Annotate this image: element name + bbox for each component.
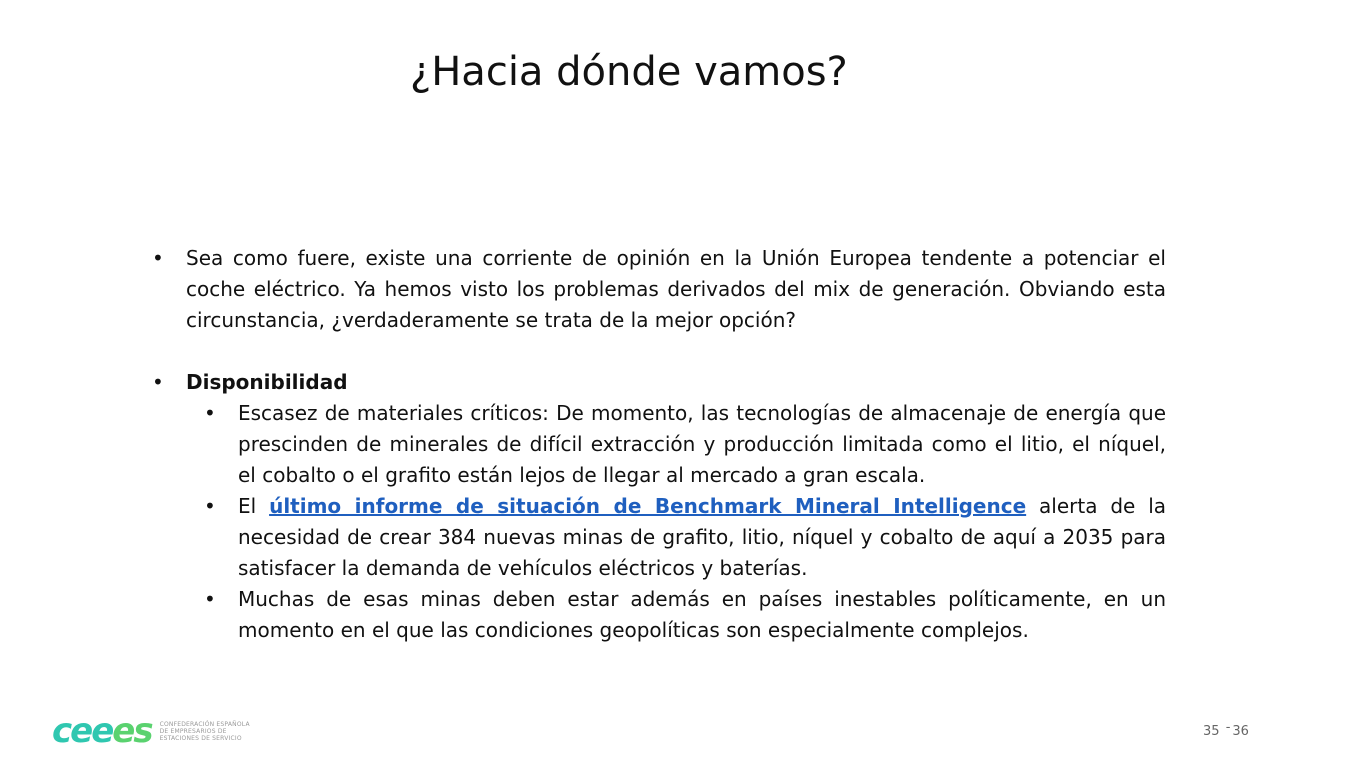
section-heading: Disponibilidad	[186, 370, 348, 394]
bullet-dot: •	[152, 246, 164, 270]
bullet-dot: •	[204, 587, 216, 611]
bullet-dot: •	[204, 401, 216, 425]
logo-caption	[160, 721, 250, 742]
page-total: 36	[1232, 724, 1249, 739]
page-current: 35	[1203, 724, 1220, 739]
intro-bullet	[152, 243, 1166, 336]
logo-line-3: ESTACIONES DE SERVICIO	[159, 734, 242, 742]
slide-title: ¿Hacia dónde vamos?	[410, 49, 848, 95]
spacer	[152, 336, 1166, 367]
logo-wordmark-a: cee	[52, 711, 113, 751]
logo-line-2: DE EMPRESARIOS DE	[159, 727, 227, 735]
page-separator: -	[1225, 720, 1231, 735]
slide-content	[152, 243, 1166, 646]
page-number	[1203, 720, 1249, 739]
logo-line-1: CONFEDERACIÓN ESPAÑOLA	[159, 720, 250, 728]
bullet-dot: •	[204, 494, 216, 518]
sub-bullet-3-text: Muchas de esas minas deben estar además en países inestables políticamente, en un momento en el que las condiciones geopolíticas son especialmente complejos.	[238, 587, 1166, 642]
sub-bullet-1-text: Escasez de materiales críticos: De momento, las tecnologías de almacenaje de energía que prescinden de minerales de difícil extracción y producción limitada como el litio, el níquel, el cobalto o el grafito están lejos de llegar al mercado a gran escala.	[238, 401, 1166, 487]
sub-bullet-2	[204, 491, 1166, 584]
sub-bullet-2-suffix: alerta de la necesidad de crear 384 nuevas minas de grafito, litio, níquel y cobalto de aquí a 2035 para satisfacer la demanda de vehículos eléctricos y baterías.	[238, 494, 1167, 580]
sub-bullet-1	[204, 398, 1166, 491]
benchmark-report-link[interactable]: último informe de situación de Benchmark Mineral Intelligence	[269, 494, 1027, 518]
intro-bullet-text: Sea como fuere, existe una corriente de opinión en la Unión Europea tendente a potenciar el coche eléctrico. Ya hemos visto los problemas derivados del mix de generación. Obviando esta circunstancia, ¿verdaderamente se trata de la mejor opción?	[186, 246, 1166, 332]
sub-bullet-3	[204, 584, 1166, 646]
bullet-dot: •	[152, 370, 164, 394]
logo-wordmark	[52, 711, 152, 751]
ceees-logo	[52, 711, 250, 751]
logo-wordmark-b: es	[112, 711, 152, 751]
section-bullet	[152, 367, 1166, 398]
sub-bullet-2-prefix: El	[238, 494, 270, 518]
